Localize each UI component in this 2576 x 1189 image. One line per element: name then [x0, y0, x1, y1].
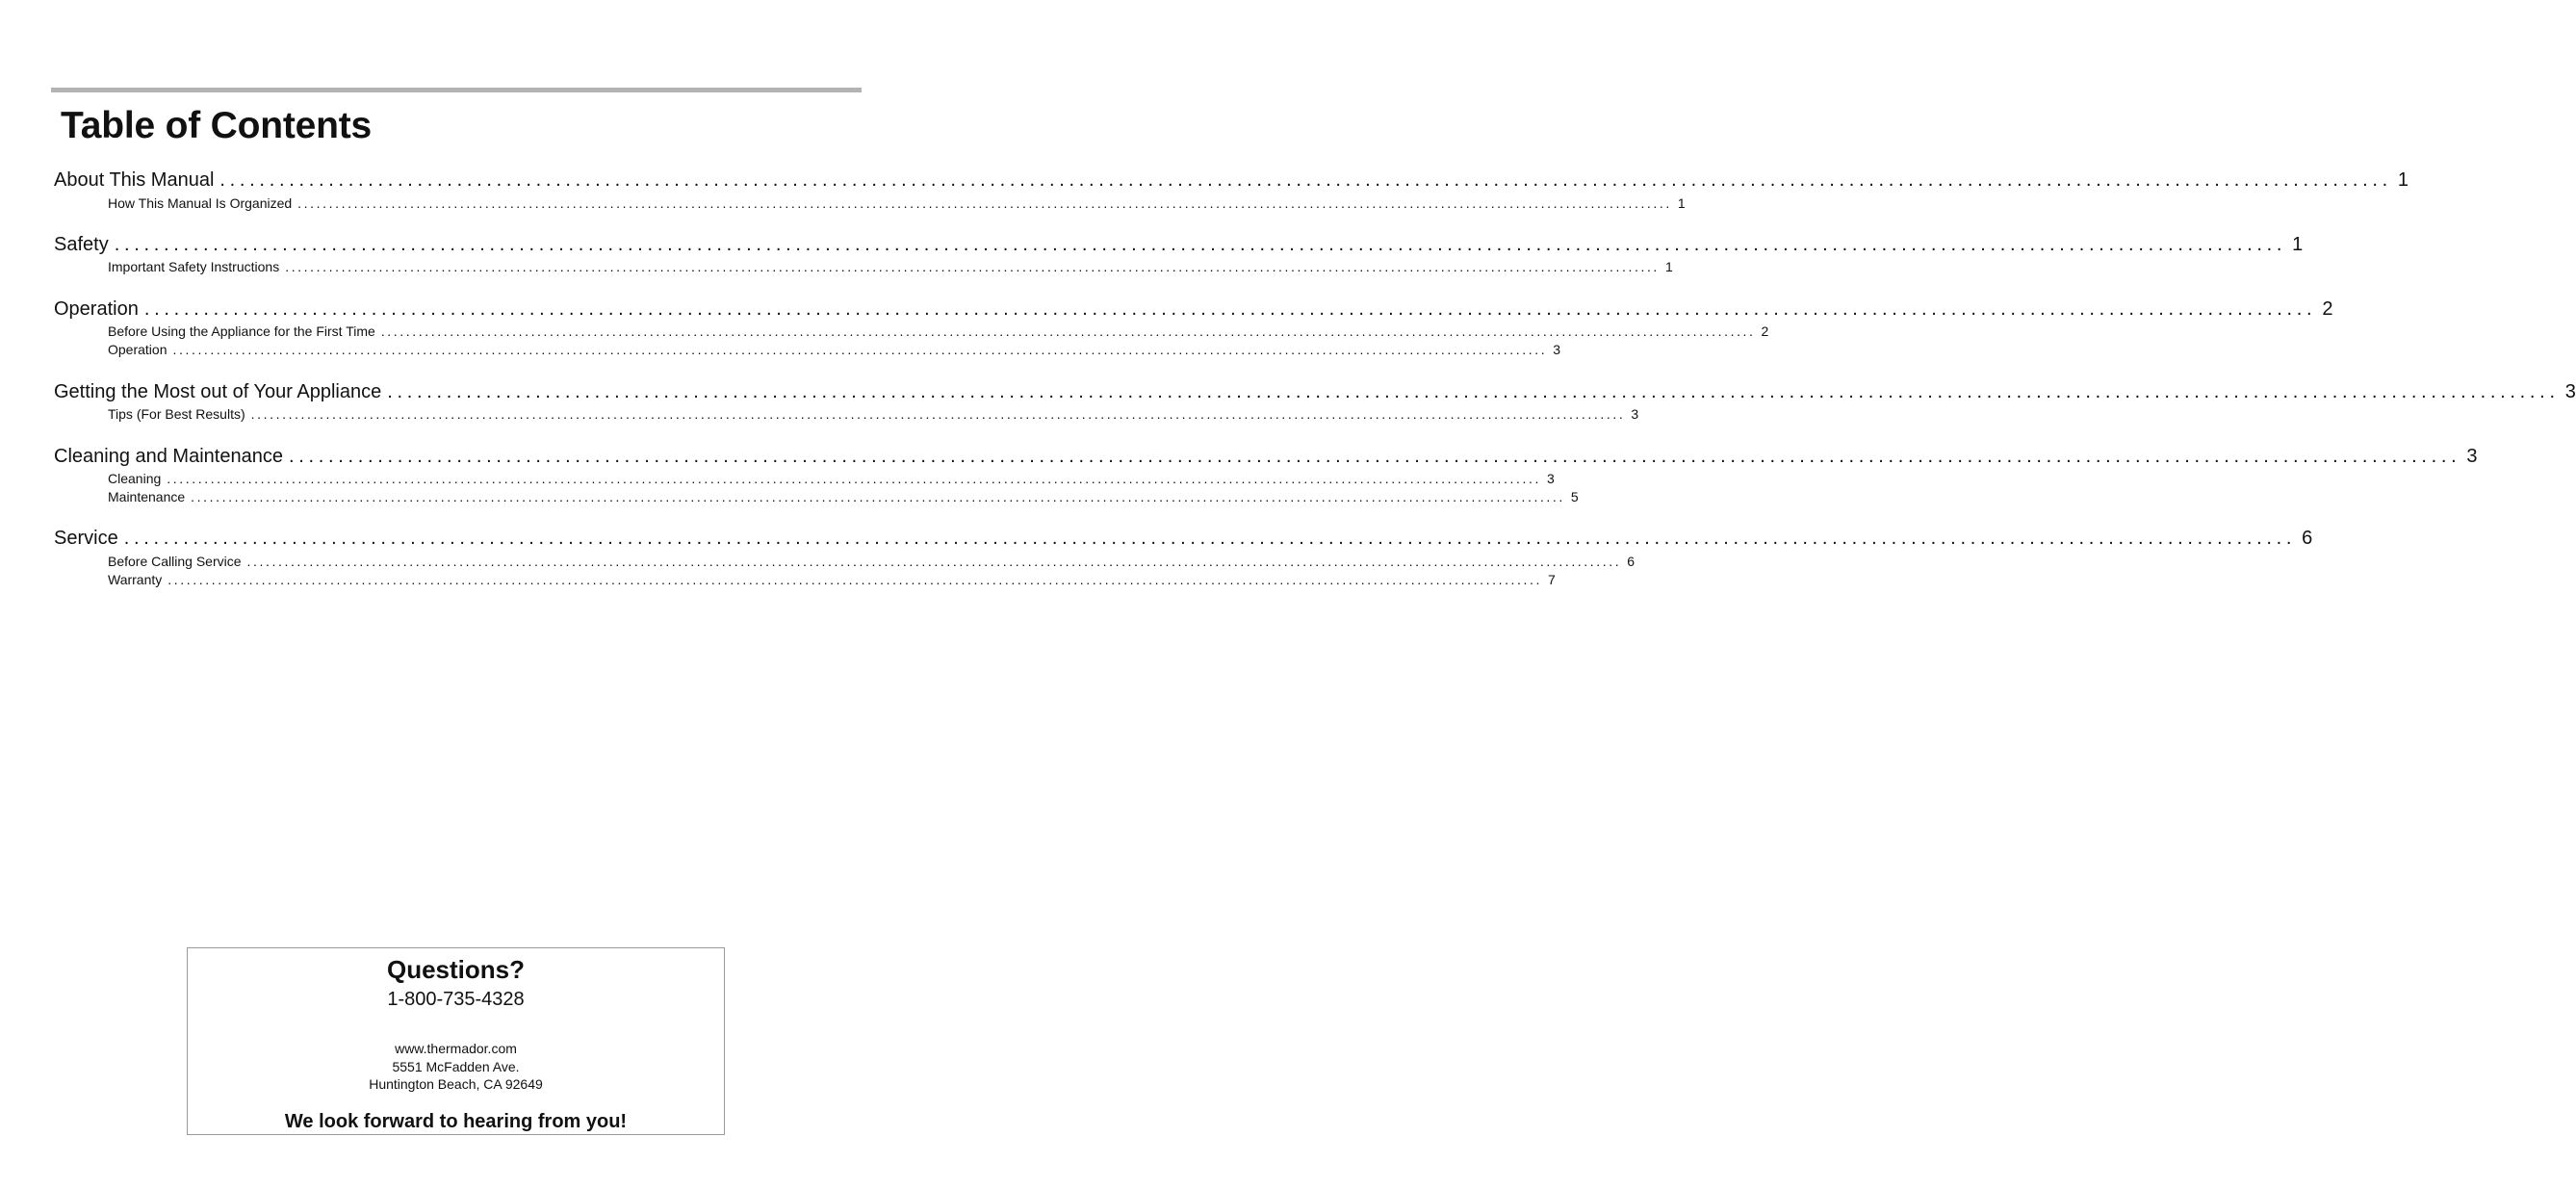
- dot-leader: ............................................................................................................................................................................................................................: [387, 381, 2560, 402]
- dot-leader: ............................................................................................................................................................................................................................: [285, 259, 1660, 274]
- toc-subsection-page: 3: [1547, 471, 1555, 486]
- city-address: Huntington Beach, CA 92649: [369, 1076, 543, 1092]
- toc-subsection-label: How This Manual Is Organized: [108, 195, 293, 211]
- toc-subsection-label: Tips (For Best Results): [108, 406, 245, 422]
- dot-leader: ............................................................................................................................................................................................................................: [191, 489, 1565, 504]
- toc-section-label: About This Manual: [54, 169, 215, 191]
- top-rule: [51, 88, 862, 92]
- dot-leader: ............................................................................................................................................................................................................................: [250, 406, 1626, 422]
- toc-subsection-label: Warranty: [108, 572, 163, 587]
- dot-leader: ............................................................................................................................................................................................................................: [167, 572, 1543, 587]
- dot-leader: ............................................................................................................................................................................................................................: [246, 554, 1622, 569]
- dot-leader: ............................................................................................................................................................................................................................: [380, 323, 1756, 339]
- toc-section[interactable]: [54, 380, 2576, 403]
- toc-subsection-page: 3: [1553, 342, 1561, 357]
- toc-section-page: 2: [2322, 298, 2333, 320]
- dot-leader: ............................................................................................................................................................................................................................: [172, 342, 1548, 357]
- toc-section[interactable]: [54, 168, 2409, 192]
- closing-message: We look forward to hearing from you!: [284, 1111, 628, 1132]
- dot-leader: ............................................................................................................................................................................................................................: [219, 169, 2392, 191]
- toc-subsection-page: 1: [1677, 195, 1686, 211]
- toc-subsection-label: Operation: [108, 342, 167, 357]
- toc-subsection-page: 1: [1664, 259, 1673, 274]
- toc-subsection[interactable]: [108, 471, 1555, 487]
- street-address: 5551 McFadden Ave.: [392, 1059, 520, 1074]
- toc-subsection[interactable]: [108, 554, 1636, 570]
- toc-subsection-label: Before Using the Appliance for the First Time: [108, 323, 375, 339]
- toc-subsection-label: Maintenance: [108, 489, 186, 504]
- toc-section-label: Operation: [54, 298, 139, 320]
- toc-section-label: Safety: [54, 234, 109, 255]
- dot-leader: ............................................................................................................................................................................................................................: [123, 528, 2297, 549]
- toc-section[interactable]: [54, 233, 2304, 256]
- toc-section-page: 6: [2302, 528, 2313, 549]
- toc-subsection-label: Before Calling Service: [108, 554, 242, 569]
- toc-section-page: 3: [2466, 446, 2478, 467]
- toc-section-page: 1: [2292, 234, 2304, 255]
- toc-subsection[interactable]: [108, 323, 1769, 340]
- toc-subsection[interactable]: [108, 342, 1561, 358]
- toc-section[interactable]: [54, 297, 2333, 321]
- toc-subsection[interactable]: [108, 489, 1579, 505]
- dot-leader: ............................................................................................................................................................................................................................: [167, 471, 1541, 486]
- toc-subsection-page: 5: [1570, 489, 1579, 504]
- questions-box: [187, 947, 725, 1135]
- toc-subsection-page: 3: [1631, 406, 1639, 422]
- page-title: Table of Contents: [61, 105, 373, 146]
- toc-section-page: 3: [2564, 381, 2576, 402]
- toc-section-page: 1: [2397, 169, 2409, 191]
- toc-section-label: Getting the Most out of Your Appliance: [54, 381, 382, 402]
- toc-subsection-label: Important Safety Instructions: [108, 259, 280, 274]
- toc-subsection-label: Cleaning: [108, 471, 162, 486]
- toc-subsection[interactable]: [108, 572, 1556, 588]
- toc-section[interactable]: [54, 445, 2478, 468]
- questions-title: Questions?: [386, 955, 525, 984]
- toc-subsection[interactable]: [108, 406, 1639, 423]
- toc-section-label: Service: [54, 528, 118, 549]
- phone-number[interactable]: 1-800-735-4328: [387, 989, 525, 1010]
- toc-subsection[interactable]: [108, 259, 1673, 275]
- toc-subsection-page: 2: [1761, 323, 1769, 339]
- toc-section[interactable]: [54, 527, 2313, 550]
- dot-leader: ............................................................................................................................................................................................................................: [288, 446, 2461, 467]
- toc-section-label: Cleaning and Maintenance: [54, 446, 283, 467]
- website-link[interactable]: www.thermador.com: [395, 1041, 517, 1056]
- dot-leader: ............................................................................................................................................................................................................................: [143, 298, 2317, 320]
- dot-leader: ............................................................................................................................................................................................................................: [114, 234, 2287, 255]
- toc-subsection[interactable]: [108, 195, 1686, 212]
- toc-subsection-page: 6: [1627, 554, 1636, 569]
- toc-subsection-page: 7: [1548, 572, 1556, 587]
- dot-leader: ............................................................................................................................................................................................................................: [297, 195, 1672, 211]
